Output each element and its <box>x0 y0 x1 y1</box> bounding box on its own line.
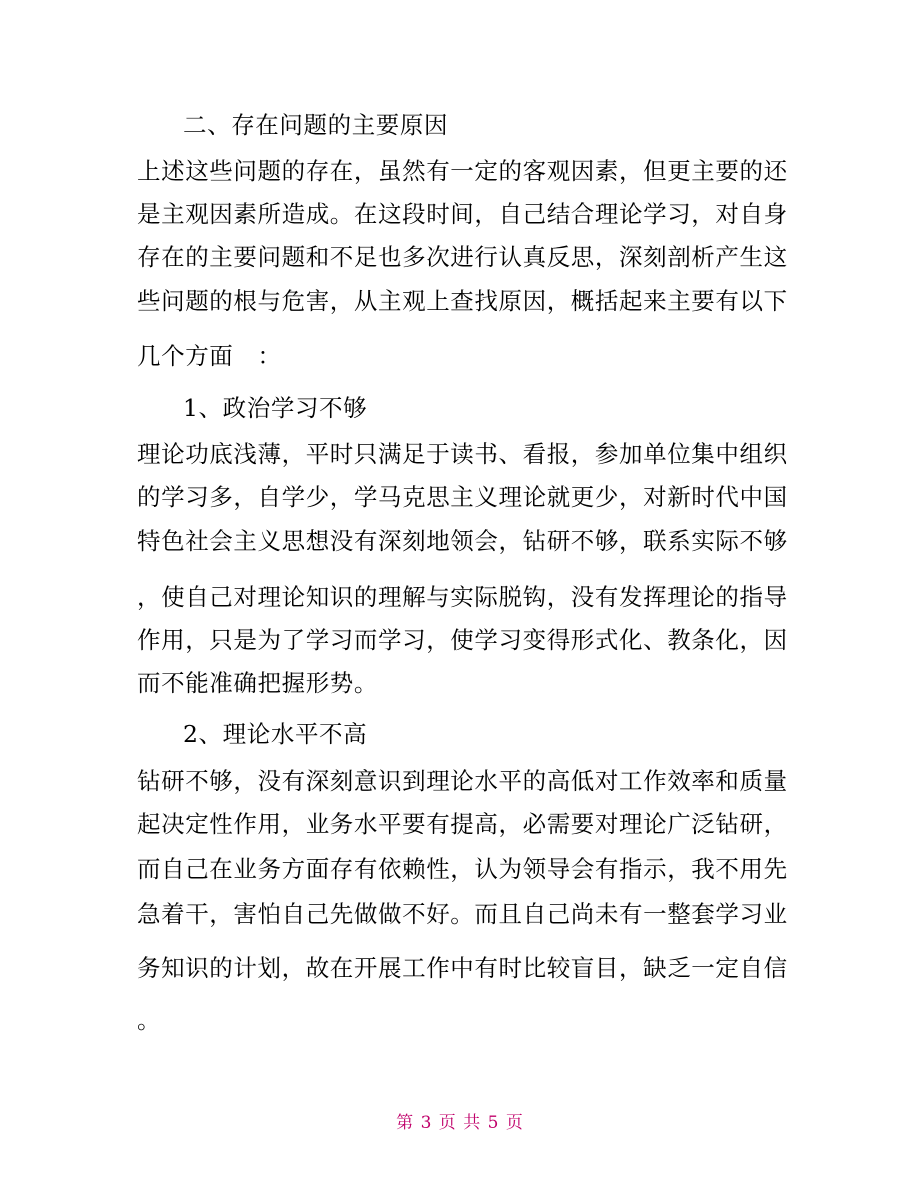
paragraph-line: 理论功底浅薄，平时只满足于读书、看报，参加单位集中组织 <box>137 440 788 468</box>
paragraph-line: 而自己在业务方面存有依赖性，认为领导会有指示，我不用先 <box>137 855 788 883</box>
page-number-footer: 第 3 页 共 5 页 <box>396 1113 524 1133</box>
paragraph-line: 而不能准确把握形势。 <box>137 669 378 697</box>
paragraph-line: ，使自己对理论知识的理解与实际脱钩，没有发挥理论的指导 <box>137 583 788 611</box>
paragraph-line: 急着干，害怕自己先做做不好。而且自己尚未有一整套学习业 <box>137 900 788 928</box>
paragraph-line: 钻研不够，没有深刻意识到理论水平的高低对工作效率和质量 <box>137 767 788 795</box>
paragraph-line: 务知识的计划，故在开展工作中有时比较盲目，缺乏一定自信 <box>137 954 788 982</box>
paragraph-line: 起决定性作用，业务水平要有提高，必需要对理论广泛钻研， <box>137 810 788 838</box>
paragraph-line: 的学习多，自学少，学马克思主义理论就更少，对新时代中国 <box>137 483 788 511</box>
paragraph-line: 上述这些问题的存在，虽然有一定的客观因素，但更主要的还 <box>137 157 788 185</box>
section-heading: 二、存在问题的主要原因 <box>183 111 449 139</box>
paragraph-line: 作用，只是为了学习而学习，使学习变得形式化、教条化，因 <box>137 626 788 654</box>
paragraph-line: 特色社会主义思想没有深刻地领会，钻研不够，联系实际不够 <box>137 527 788 555</box>
paragraph-line: 几个方面 ： <box>137 342 282 370</box>
subsection-heading: 1、政治学习不够 <box>183 394 368 422</box>
paragraph-line: 是主观因素所造成。在这段时间，自己结合理论学习，对自身 <box>137 200 788 228</box>
paragraph-line: 存在的主要问题和不足也多次进行认真反思，深刻剖析产生这 <box>137 243 788 271</box>
paragraph-line: 些问题的根与危害，从主观上查找原因，概括起来主要有以下 <box>137 287 788 315</box>
paragraph-line: 。 <box>137 1006 162 1034</box>
subsection-heading: 2、理论水平不高 <box>183 720 368 748</box>
